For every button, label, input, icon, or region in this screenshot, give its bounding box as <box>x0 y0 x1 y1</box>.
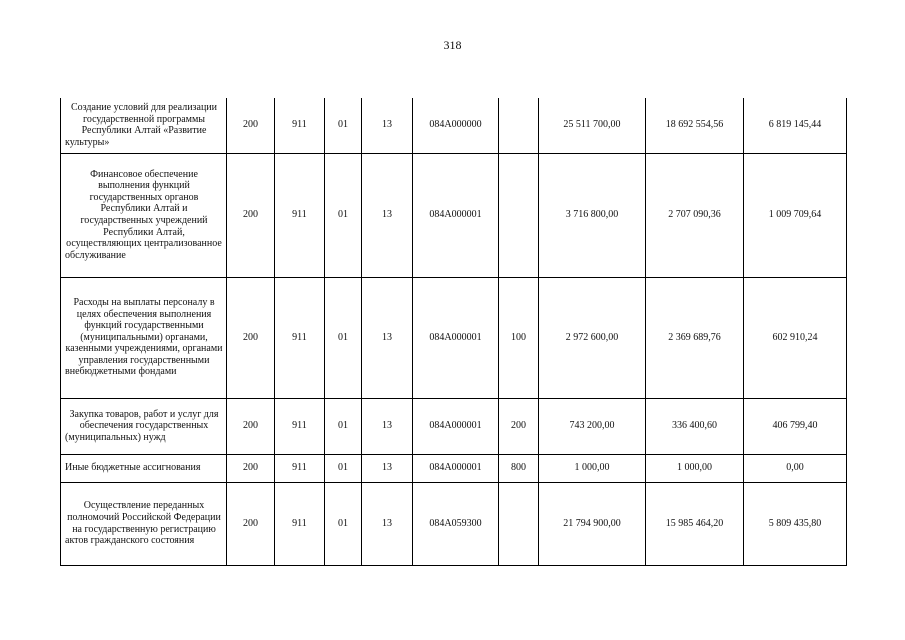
target-article-cell: 084A000001 <box>413 454 499 482</box>
executed-amount-cell: 336 400,60 <box>646 398 744 454</box>
grbs-cell: 200 <box>227 98 275 153</box>
expense-type-cell: 200 <box>499 398 539 454</box>
target-article-cell: 084A000001 <box>413 153 499 277</box>
expense-type-cell: 800 <box>499 454 539 482</box>
expense-type-cell <box>499 482 539 565</box>
description-cell: Расходы на выплаты персоналу в целях обеспечения выполнения функций государственными (муниципальными) органами, казенными учреждениями, органами управления государственными внебюджетными фондами <box>61 277 227 398</box>
approved-amount-cell: 743 200,00 <box>539 398 646 454</box>
executed-amount-cell: 2 707 090,36 <box>646 153 744 277</box>
admin-code-cell: 911 <box>275 98 325 153</box>
expense-type-cell: 100 <box>499 277 539 398</box>
table-row <box>61 277 847 398</box>
remainder-amount-cell: 1 009 709,64 <box>744 153 847 277</box>
target-article-cell: 084A000000 <box>413 98 499 153</box>
executed-amount-cell: 1 000,00 <box>646 454 744 482</box>
admin-code-cell: 911 <box>275 454 325 482</box>
admin-code-cell: 911 <box>275 398 325 454</box>
table-row <box>61 98 847 153</box>
table-row <box>61 398 847 454</box>
description-cell: Иные бюджетные ассигнования <box>61 454 227 482</box>
subsection-cell: 13 <box>362 98 413 153</box>
section-cell: 01 <box>325 98 362 153</box>
budget-table <box>60 98 847 566</box>
remainder-amount-cell: 602 910,24 <box>744 277 847 398</box>
target-article-cell: 084A000001 <box>413 398 499 454</box>
admin-code-cell: 911 <box>275 277 325 398</box>
grbs-cell: 200 <box>227 482 275 565</box>
approved-amount-cell: 2 972 600,00 <box>539 277 646 398</box>
subsection-cell: 13 <box>362 482 413 565</box>
description-cell: Закупка товаров, работ и услуг для обеспечения государственных (муниципальных) нужд <box>61 398 227 454</box>
table-row <box>61 153 847 277</box>
grbs-cell: 200 <box>227 454 275 482</box>
approved-amount-cell: 21 794 900,00 <box>539 482 646 565</box>
approved-amount-cell: 1 000,00 <box>539 454 646 482</box>
target-article-cell: 084A000001 <box>413 277 499 398</box>
section-cell: 01 <box>325 153 362 277</box>
subsection-cell: 13 <box>362 153 413 277</box>
grbs-cell: 200 <box>227 277 275 398</box>
approved-amount-cell: 25 511 700,00 <box>539 98 646 153</box>
executed-amount-cell: 18 692 554,56 <box>646 98 744 153</box>
grbs-cell: 200 <box>227 153 275 277</box>
remainder-amount-cell: 0,00 <box>744 454 847 482</box>
expense-type-cell <box>499 98 539 153</box>
expense-type-cell <box>499 153 539 277</box>
remainder-amount-cell: 6 819 145,44 <box>744 98 847 153</box>
section-cell: 01 <box>325 277 362 398</box>
description-cell: Осуществление переданных полномочий Российской Федерации на государственную регистрацию актов гражданского состояния <box>61 482 227 565</box>
table-row <box>61 482 847 565</box>
grbs-cell: 200 <box>227 398 275 454</box>
admin-code-cell: 911 <box>275 482 325 565</box>
subsection-cell: 13 <box>362 398 413 454</box>
description-cell: Финансовое обеспечение выполнения функций государственных органов Республики Алтай и государственных учреждений Республики Алтай, осуществляющих централизованное обслуживание <box>61 153 227 277</box>
target-article-cell: 084A059300 <box>413 482 499 565</box>
subsection-cell: 13 <box>362 454 413 482</box>
approved-amount-cell: 3 716 800,00 <box>539 153 646 277</box>
executed-amount-cell: 15 985 464,20 <box>646 482 744 565</box>
remainder-amount-cell: 406 799,40 <box>744 398 847 454</box>
admin-code-cell: 911 <box>275 153 325 277</box>
page-number: 318 <box>443 38 462 52</box>
description-cell: Создание условий для реализации государственной программы Республики Алтай «Развитие культуры» <box>61 98 227 153</box>
section-cell: 01 <box>325 482 362 565</box>
section-cell: 01 <box>325 454 362 482</box>
section-cell: 01 <box>325 398 362 454</box>
executed-amount-cell: 2 369 689,76 <box>646 277 744 398</box>
subsection-cell: 13 <box>362 277 413 398</box>
table-row <box>61 454 847 482</box>
remainder-amount-cell: 5 809 435,80 <box>744 482 847 565</box>
